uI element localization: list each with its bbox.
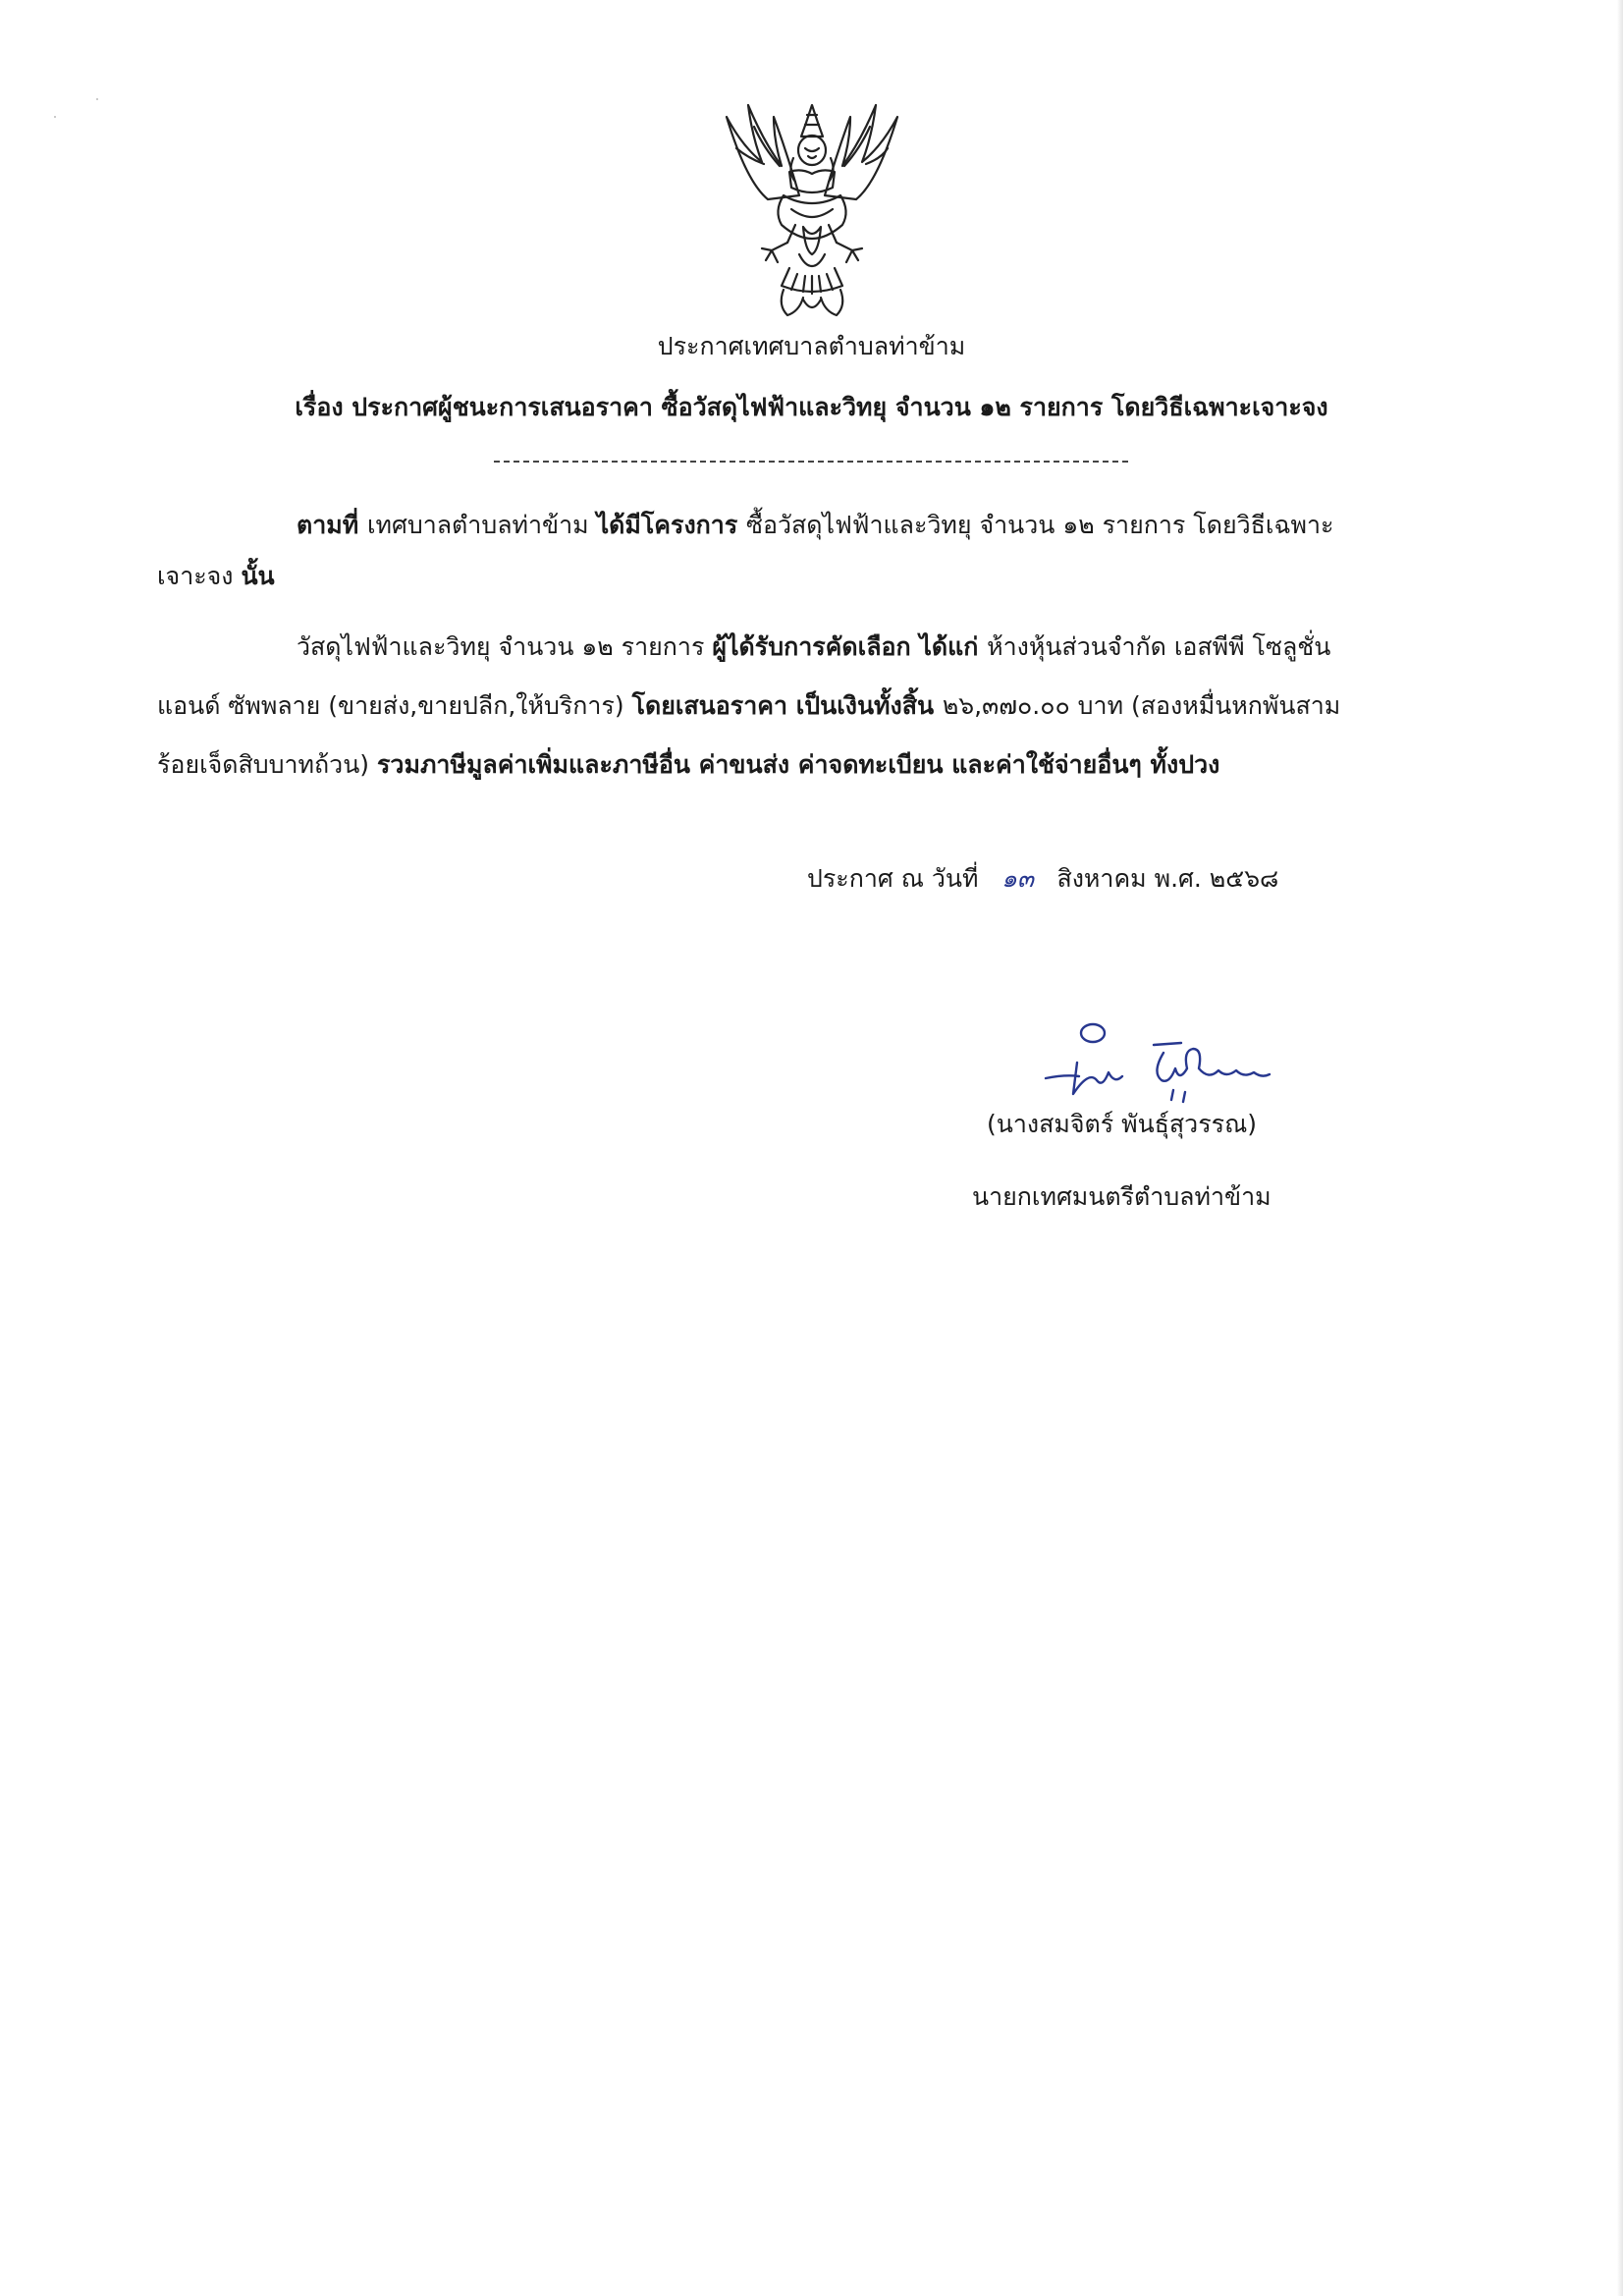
announcement-subject [0,391,1623,424]
paragraph-2-line-1 [297,630,1330,664]
handwritten-signature-icon [1036,1011,1281,1110]
p1-l1-c: ได้มีโครงการ [596,511,746,539]
title-divider [494,461,1128,463]
p2-l1-c: ห้างหุ้นส่วนจำกัด เอสพีพี โซลูชั่น [987,632,1331,661]
date-month-year: สิงหาคม พ.ศ. ๒๕๖๘ [1056,864,1279,893]
date-day: ๑๓ [1001,864,1034,893]
p2-l2-b: โดยเสนอราคา เป็นเงินทั้งสิ้น [631,691,943,720]
scan-speck [54,116,56,118]
date-prefix: ประกาศ ณ วันที่ [807,864,979,893]
paragraph-1-line-2 [157,560,275,593]
scan-speck [96,98,98,100]
p2-l2-a: แอนด์ ซัพพลาย (ขายส่ง,ขายปลีก,ให้บริการ) [157,691,632,720]
paragraph-2-line-3 [157,748,1219,782]
signatory-position: นายกเทศมนตรีตำบลท่าข้าม [972,1182,1271,1211]
subject-prefix: เรื่อง [295,393,352,421]
p1-l1-a: ตามที่ [297,511,367,539]
paragraph-2-line-2 [157,689,1340,723]
p2-l1-b: ผู้ได้รับการคัดเลือก ได้แก่ [712,632,988,661]
p2-l3-a: ร้อยเจ็ดสิบบาทถ้วน) [157,750,377,779]
announcement-date [807,862,1278,896]
p1-l2-a: เจาะจง [157,562,242,590]
announcement-title: ประกาศเทศบาลตำบลท่าข้าม [657,332,966,360]
p1-l1-d: ซื้อวัสดุไฟฟ้าและวิทยุ จำนวน ๑๒ รายการ โดยวิธีเฉพาะ [745,511,1334,539]
p1-l1-b: เทศบาลตำบลท่าข้าม [366,511,597,539]
garuda-emblem-icon [709,93,915,329]
paragraph-1-line-1 [297,509,1333,542]
p2-l3-b: รวมภาษีมูลค่าเพิ่มและภาษีอื่น ค่าขนส่ง ค่าจดทะเบียน และค่าใช้จ่ายอื่นๆ ทั้งปวง [377,750,1220,779]
signatory-name: (นางสมจิตร์ พันธุ์สุวรรณ) [987,1110,1258,1138]
p1-l2-b: นั้น [241,562,275,590]
p2-l2-c: ๒๖,๓๗๐.๐๐ บาท (สองหมื่นหกพันสาม [942,691,1341,720]
p2-l1-a: วัสดุไฟฟ้าและวิทยุ จำนวน ๑๒ รายการ [297,632,713,661]
subject-text: ประกาศผู้ชนะการเสนอราคา ซื้อวัสดุไฟฟ้าและวิทยุ จำนวน ๑๒ รายการ โดยวิธีเฉพาะเจาะจง [352,393,1328,421]
